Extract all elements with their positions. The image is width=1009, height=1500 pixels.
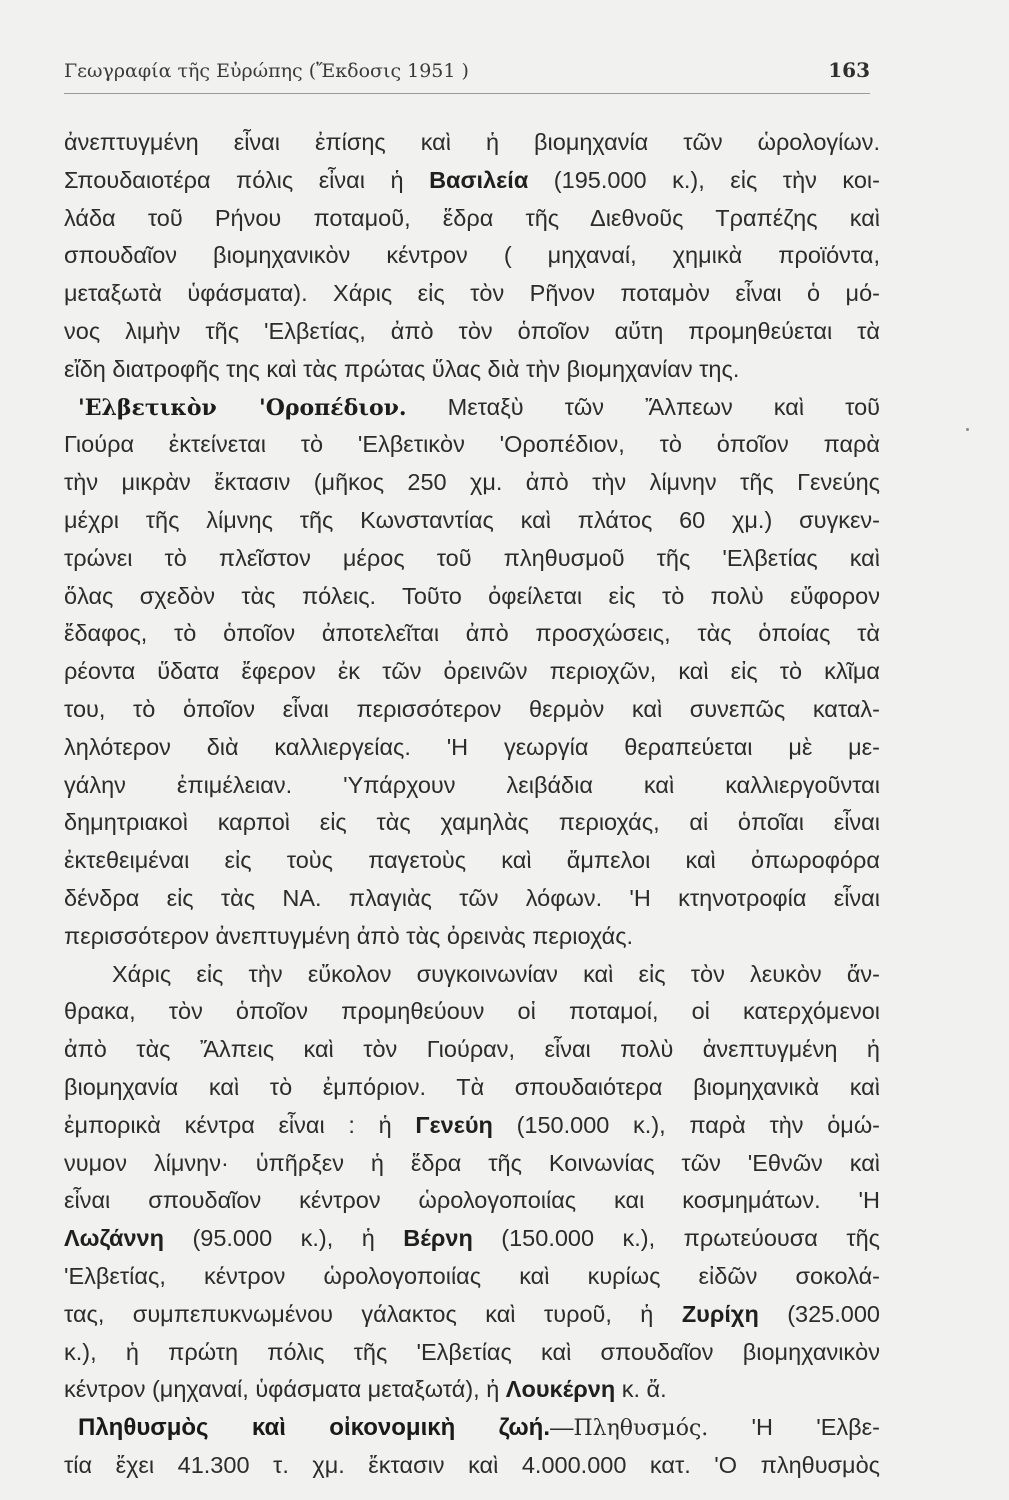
body-text (64, 124, 880, 1485)
text-line (64, 313, 880, 351)
text-line (64, 124, 880, 162)
line-text: νος λιμὴν τῆς 'Ελβετίας, ἀπὸ τὸν ὁποῖον αὔτη προμηθεύεται τὰ (64, 317, 880, 344)
text-line (64, 918, 880, 956)
line-text: (150.000 κ.), πρωτεύουσα τῆς (472, 1225, 880, 1252)
city-name: Ζυρίχη (681, 1300, 759, 1327)
line-text: μέχρι τῆς λίμνης τῆς Κωνσταντίας καὶ πλάτος 60 χμ.) συγκεν- (64, 506, 880, 533)
text-line (64, 1220, 880, 1258)
line-text: δημητριακοὶ καρποὶ εἰς τὰς χαμηλὰς περιοχάς, αἱ ὁποῖαι εἶναι (64, 809, 880, 836)
line-text: κέντρον (μηχαναί, ὑφάσματα μεταξωτά), ἡ (64, 1376, 506, 1403)
line-text: (195.000 κ.), εἰς τὴν κοι- (528, 166, 880, 193)
city-name: Βέρνη (403, 1225, 473, 1252)
line-text: ὅλας σχεδὸν τὰς πόλεις. Τοῦτο ὀφείλεται εἰς τὸ πολὺ εὔφορον (64, 582, 880, 609)
line-text: ἔδαφος, τὸ ὁποῖον ἀποτελεῖται ἀπὸ προσχώσεις, τὰς ὁποίας τὰ (64, 620, 880, 647)
text-line (64, 691, 880, 729)
text-line (64, 502, 880, 540)
line-text: 'Η 'Ελβε- (708, 1414, 880, 1441)
text-line (64, 993, 880, 1031)
text-line (64, 426, 880, 464)
line-text: ληλότερον διὰ καλλιεργείας. 'Η γεωργία θεραπεύεται μὲ με- (64, 733, 880, 760)
text-line (64, 1447, 880, 1485)
line-text: τας, συμπεπυκνωμένου γάλακτος καὶ τυροῦ, ἡ (64, 1300, 682, 1327)
line-text: κ.), ἡ πρώτη πόλις τῆς 'Ελβετίας καὶ σπουδαῖον βιομηχανικὸν (64, 1338, 880, 1365)
text-line (64, 653, 880, 691)
line-text: εἴδη διατροφῆς της καὶ τὰς πρώτας ὕλας διὰ τὴν βιομηχανίαν της. (64, 355, 740, 382)
line-text: εἶναι σπουδαῖον κέντρον ὡρολογοποιίας και κοσμημάτων. 'Η (64, 1187, 880, 1214)
section-heading: Πληθυσμὸς καὶ οἰκονομικὴ ζωή. (78, 1414, 550, 1442)
city-name: Λωζάννη (64, 1225, 164, 1252)
running-title: Γεωγραφία τῆς Εὐρώπης (Ἔκδοσις 1951 ) (64, 60, 469, 82)
city-name: Βασιλεία (429, 166, 529, 193)
text-line (64, 1145, 880, 1183)
line-text: βιομηχανία καὶ τὸ ἐμπόριον. Τὰ σπουδαιότερα βιομηχανικὰ καὶ (64, 1073, 880, 1100)
line-text: ἀνεπτυγμένη εἶναι ἐπίσης καὶ ἡ βιομηχανία τῶν ὡρολογίων. (64, 129, 880, 155)
line-text: γάλην ἐπιμέλειαν. 'Υπάρχουν λειβάδια καὶ καλλιεργοῦνται (64, 771, 880, 798)
text-line (64, 1296, 880, 1334)
line-text: 'Ελβετίας, κέντρον ὡρολογοποιίας καὶ κυρίως εἰδῶν σοκολά- (64, 1262, 880, 1289)
line-text: μεταξωτὰ ὑφάσματα). Χάρις εἰς τὸν Ρῆνον ποταμὸν εἶναι ὁ μό- (64, 280, 880, 307)
text-line (64, 162, 880, 200)
line-text: Σπουδαιοτέρα πόλις εἶναι ἡ (64, 166, 430, 193)
text-line (64, 804, 880, 842)
text-line (64, 464, 880, 502)
text-line (64, 615, 880, 653)
text-line (64, 578, 880, 616)
line-text: — (549, 1414, 574, 1441)
line-text: κ. ἄ. (615, 1376, 667, 1403)
line-text: περισσότερον ἀνεπτυγμένη ἀπὸ τὰς ὀρεινὰς περιοχάς. (64, 922, 634, 949)
text-line (64, 389, 880, 427)
text-line (64, 1258, 880, 1296)
text-line (64, 540, 880, 578)
city-name: Λουκέρνη (505, 1376, 616, 1403)
line-text: ἐκτεθειμέναι εἰς τοὺς παγετοὺς καὶ ἄμπελοι καὶ ὀπωροφόρα (64, 847, 880, 874)
line-text: νυμον λίμνην· ὑπῆρξεν ἡ ἕδρα τῆς Κοινωνίας τῶν 'Εθνῶν καὶ (64, 1149, 880, 1176)
text-line (64, 1334, 880, 1372)
line-text: Μεταξὺ τῶν Ἄλπεων καὶ τοῦ (406, 393, 880, 420)
running-header (64, 56, 870, 92)
text-line (64, 842, 880, 880)
text-line (64, 1409, 880, 1447)
text-line (64, 275, 880, 313)
line-text: Γιούρα ἐκτείνεται τὸ 'Ελβετικὸν 'Οροπέδιον, τὸ ὁποῖον παρὰ (64, 431, 880, 458)
line-text: τὴν μικρὰν ἔκτασιν (μῆκος 250 χμ. ἀπὸ τὴν λίμνην τῆς Γενεύης (64, 469, 880, 496)
line-text: ρέοντα ὕδατα ἔφερον ἐκ τῶν ὀρεινῶν περιοχῶν, καὶ εἰς τὸ κλῖμα (64, 658, 880, 685)
line-text: λάδα τοῦ Ρήνου ποταμοῦ, ἕδρα τῆς Διεθνοῦς Τραπέζης καὶ (64, 204, 880, 231)
text-line (64, 351, 880, 389)
line-text: (95.000 κ.), ἡ (163, 1225, 404, 1252)
text-line (64, 880, 880, 918)
city-name: Γενεύη (415, 1111, 493, 1138)
subsection-heading: Πληθυσμός. (573, 1416, 709, 1442)
text-line (64, 1182, 880, 1220)
line-text: τρώνει τὸ πλεῖστον μέρος τοῦ πληθυσμοῦ τῆς 'Ελβετίας καὶ (64, 544, 880, 571)
line-text: θρακα, τὸν ὁποῖον προμηθεύουν οἱ ποταμοί, οἱ κατερχόμενοι (64, 998, 880, 1025)
line-text: δένδρα εἰς τὰς ΝΑ. πλαγιὰς τῶν λόφων. 'Η κτηνοτροφία εἶναι (64, 884, 880, 911)
text-line (64, 200, 880, 238)
line-text: σπουδαῖον βιομηχανικὸν κέντρον ( μηχαναί, χημικὰ προϊόντα, (64, 242, 880, 269)
text-line (64, 729, 880, 767)
text-line (64, 237, 880, 275)
line-text: Χάρις εἰς τὴν εὔκολον συγκοινωνίαν καὶ εἰς τὸν λευκὸν ἄν- (112, 960, 880, 987)
text-line (64, 1107, 880, 1145)
text-line (64, 767, 880, 805)
text-line (64, 1031, 880, 1069)
page-number: 163 (828, 58, 870, 82)
line-text: (150.000 κ.), παρὰ τὴν ὁμώ- (492, 1111, 881, 1138)
text-line (64, 1371, 880, 1409)
line-text: του, τὸ ὁποῖον εἶναι περισσότερον θερμὸν καὶ συνεπῶς καταλ- (64, 695, 880, 722)
line-text: ἐμπορικὰ κέντρα εἶναι : ἡ (64, 1111, 416, 1138)
line-text: τία ἔχει 41.300 τ. χμ. ἔκτασιν καὶ 4.000.000 κατ. 'Ο πληθυσμὸς (64, 1451, 880, 1478)
subsection-heading: 'Ελβετικὸν 'Οροπέδιον. (78, 394, 407, 421)
print-speck (966, 428, 969, 431)
text-line (64, 1069, 880, 1107)
header-divider (64, 93, 870, 94)
line-text: (325.000 (758, 1300, 880, 1327)
text-line (64, 956, 880, 994)
line-text: ἀπὸ τὰς Ἄλπεις καὶ τὸν Γιούραν, εἶναι πολὺ ἀνεπτυγμένη ἡ (64, 1036, 880, 1063)
